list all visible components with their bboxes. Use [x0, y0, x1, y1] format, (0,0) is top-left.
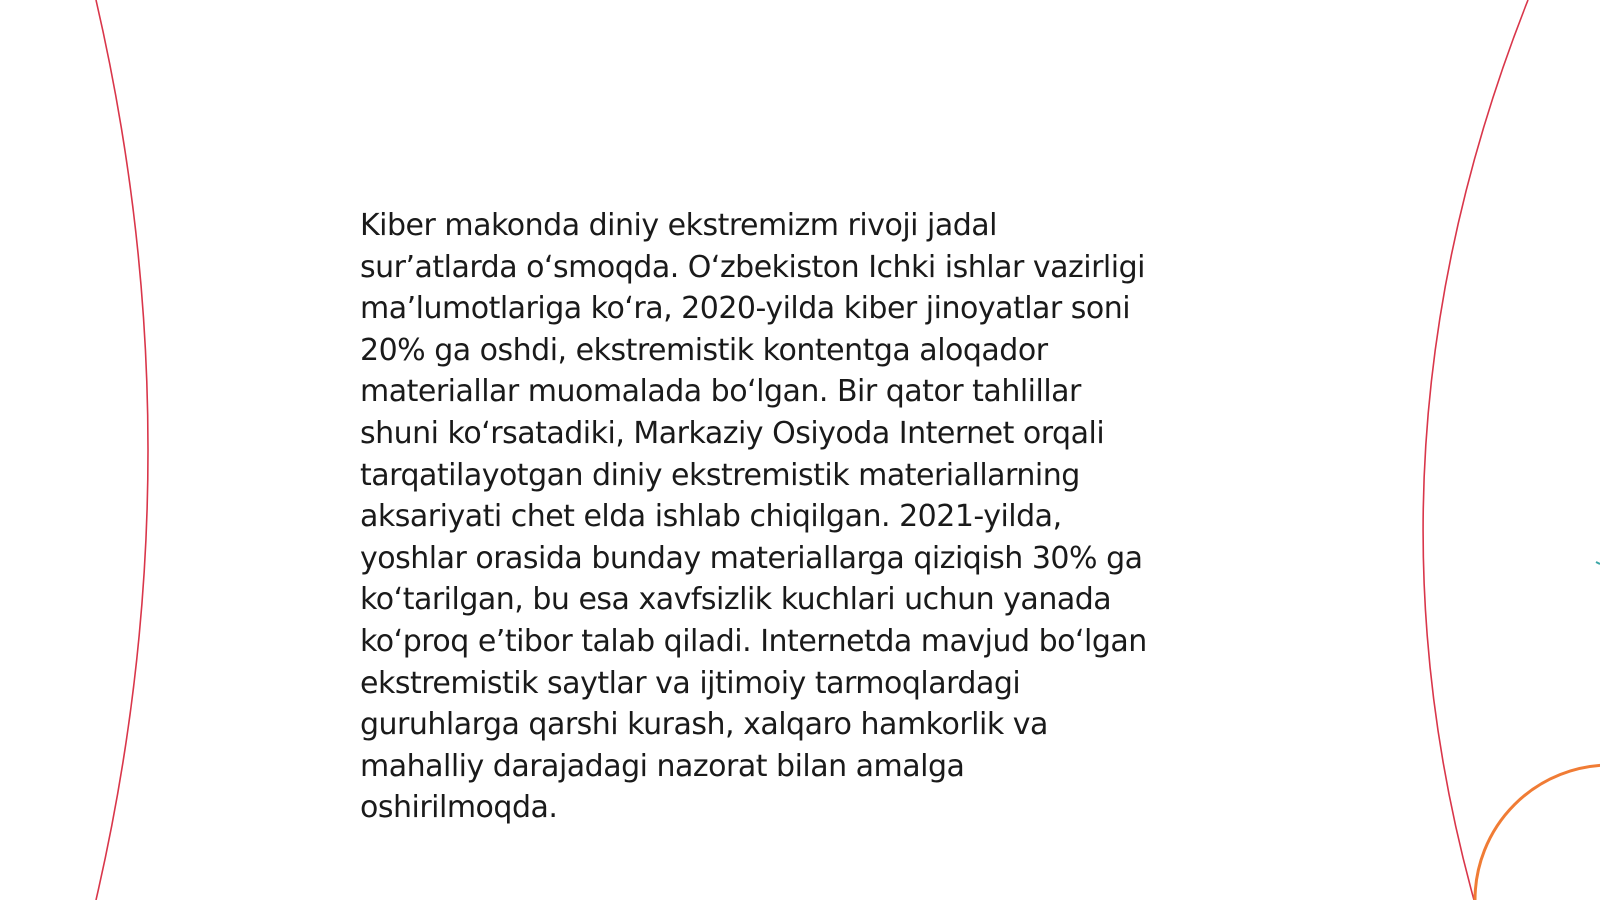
orange-circle-arc: [1475, 765, 1600, 900]
left-arc: [96, 0, 148, 900]
teal-accent-mark: [1596, 562, 1600, 564]
right-arc: [1423, 0, 1528, 900]
body-paragraph: Kiber makonda diniy ekstremizm rivoji jadal sur’atlarda o‘smoqda. O‘zbekiston Ichki ishlar vazirligi ma’lumotlariga ko‘ra, 2020-yilda kiber jinoyatlar soni 20% ga oshdi, ekstremistik kontentga aloqador materiallar muomalada bo‘lgan. Bir qator tahlillar shuni ko‘rsatadiki, Markaziy Osiyoda Internet orqali tarqatilayotgan diniy ekstremistik materiallarning aksariyati chet elda ishlab chiqilgan. 2021-yilda, yoshlar orasida bunday materiallarga qiziqish 30% ga ko‘tarilgan, bu esa xavfsizlik kuchlari uchun yanada ko‘proq e’tibor talab qiladi. Internetda mavjud bo‘lgan ekstremistik saytlar va ijtimoiy tarmoqlardagi guruhlarga qarshi kurash, xalqaro hamkorlik va mahalliy darajadagi nazorat bilan amalga oshirilmoqda.: [360, 208, 1147, 826]
